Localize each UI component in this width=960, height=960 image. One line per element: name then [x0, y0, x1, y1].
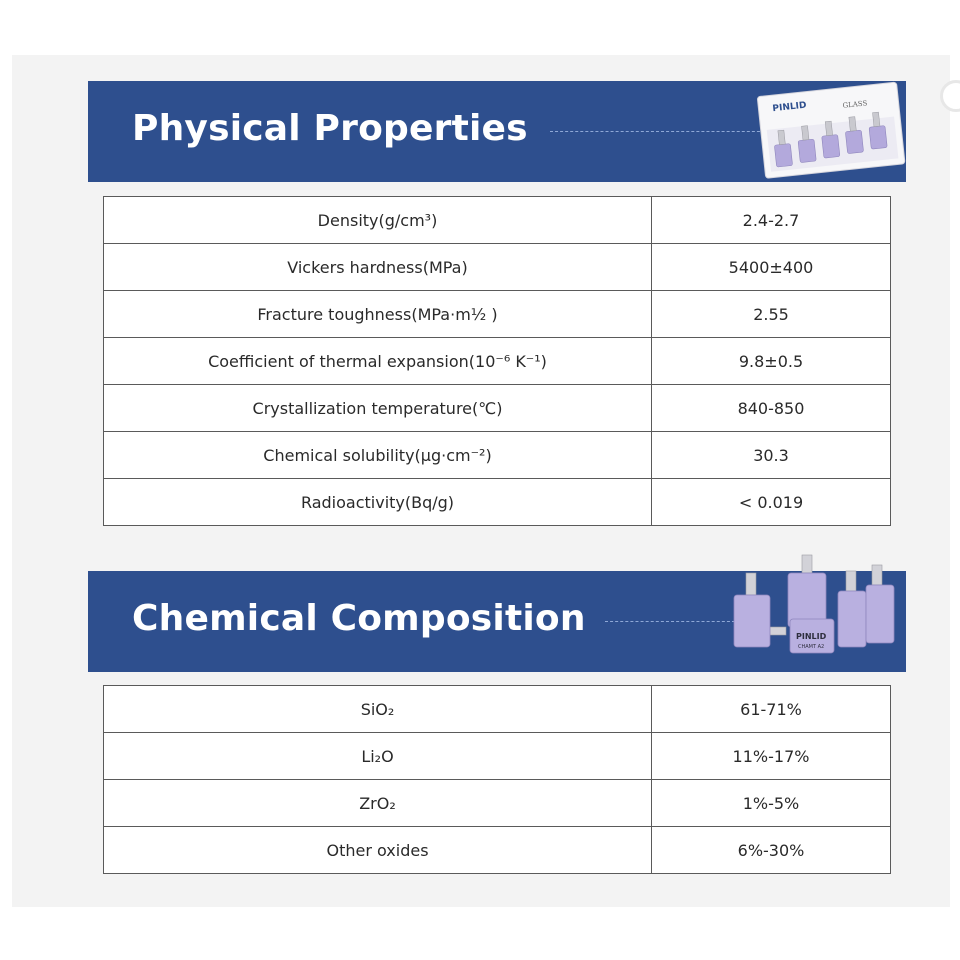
table-row	[104, 385, 891, 432]
block-sublabel: CHAMT A2	[798, 644, 825, 650]
table-row	[104, 244, 891, 291]
table-row	[104, 780, 891, 827]
property-name: Coefficient of thermal expansion(10⁻⁶ K⁻¹)	[104, 338, 652, 385]
table-row	[104, 432, 891, 479]
table-row	[104, 479, 891, 526]
property-name: Fracture toughness(MPa·m½ )	[104, 291, 652, 338]
physical-properties-table	[103, 196, 891, 526]
property-name: Radioactivity(Bq/g)	[104, 479, 652, 526]
ceramic-blocks-image	[726, 551, 906, 671]
banner-dashed-line	[550, 131, 770, 132]
property-value: 2.4-2.7	[652, 197, 891, 244]
property-value: 840-850	[652, 385, 891, 432]
property-name: Crystallization temperature(℃)	[104, 385, 652, 432]
property-name: Vickers hardness(MPa)	[104, 244, 652, 291]
component-name: ZrO₂	[104, 780, 652, 827]
property-value: 30.3	[652, 432, 891, 479]
physical-properties-title: Physical Properties	[132, 108, 528, 149]
property-value: 9.8±0.5	[652, 338, 891, 385]
chemical-composition-title: Chemical Composition	[132, 598, 586, 639]
block-brand-label: PINLID	[796, 632, 827, 641]
chemical-composition-table	[103, 685, 891, 874]
table-row	[104, 733, 891, 780]
component-value: 6%-30%	[652, 827, 891, 874]
property-value: 5400±400	[652, 244, 891, 291]
physical-properties-banner	[88, 81, 906, 182]
table-row	[104, 197, 891, 244]
property-value: 2.55	[652, 291, 891, 338]
property-name: Density(g/cm³)	[104, 197, 652, 244]
component-value: 61-71%	[652, 686, 891, 733]
product-box-image	[753, 79, 913, 179]
table-row	[104, 338, 891, 385]
component-value: 1%-5%	[652, 780, 891, 827]
component-name: SiO₂	[104, 686, 652, 733]
banner-dashed-line	[605, 621, 735, 622]
table-row	[104, 686, 891, 733]
property-value: < 0.019	[652, 479, 891, 526]
component-value: 11%-17%	[652, 733, 891, 780]
box-brand-label: PINLID	[772, 100, 807, 115]
table-row	[104, 291, 891, 338]
box-label: GLASS	[842, 99, 868, 110]
chemical-composition-banner	[88, 571, 906, 672]
table-row	[104, 827, 891, 874]
component-name: Li₂O	[104, 733, 652, 780]
property-name: Chemical solubility(μg·cm⁻²)	[104, 432, 652, 479]
component-name: Other oxides	[104, 827, 652, 874]
